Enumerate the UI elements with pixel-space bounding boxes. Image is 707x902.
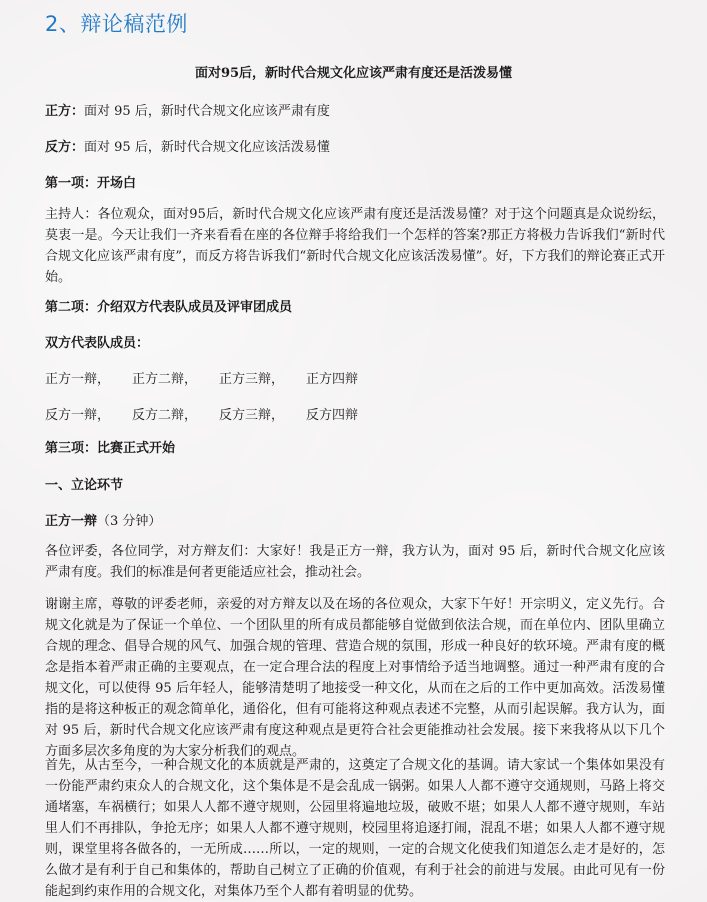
- con-member: 反方二辩，: [132, 408, 198, 423]
- definition-paragraph: 谢谢主席，尊敬的评委老师，亲爱的对方辩友以及在场的各位观众，大家下午好！开宗明义，定义先行。合规文化就是为了保证一个单位、一个团队里的所有成员都能够自觉做到依法合规，而在单位内、团队里确立合规的理念、倡导合规的风气、加强合规的管理、营造合规的氛围，形成一种良好的软环境。严肃有度的概念是指本着严肃正确的主要观点，在一定合理合法的程度上对事情给予适当地调整。通过一种严肃有度的合规文化，可以使得 95 后年轻人，能够清楚明了地接受一种文化，从而在之后的工作中更加高效。活泼易懂指的是将这种板正的观念简单化，通俗化，但有可能将这种观点表述不完整，从而引起误解。我方认为，面对 95 后，新时代合规文化应该严肃有度这种观点是更符合社会更能推动社会发展。接下来我将从以下几个方面多层次多角度的为大家分析我们的观点。: [45, 597, 665, 759]
- argument-paragraph: 首先，从古至今，一种合规文化的本质就是严肃的，这奠定了合规文化的基调。请大家试一个集体如果没有一份能严肃约束众人的合规文化，这个集体是不是会乱成一锅粥。如果人人都不遵守交通规则，马路上将交通堵塞，车祸横行；如果人人都不遵守规则，公园里将遍地垃圾，破败不堪；如果人人都不遵守规则，车站里人们不再排队，争抢无序；如果人人都不遵守规则，校园里将追逐打闹，混乱不堪；如果人人都不遵守规则，课堂里将各做各的，一无所成……所以，一定的规则，一定的合规文化使我们知道怎么走才是好的，怎么做才是有利于自己和集体的，帮助自己树立了正确的价值观，有利于社会的前进与发展。由此可见有一份能起到约束作用的合规文化，对集体乃至个人都有着明显的优势。: [45, 758, 665, 899]
- pro-member: 正方二辩，: [132, 372, 198, 387]
- speaker-name: 正方一辩: [45, 514, 98, 529]
- host-paragraph: 主持人：各位观众，面对95后，新时代合规文化应该严肃有度还是活泼易懂？对于这个问题真是众说纷纭，莫衷一是。今天让我们一齐来看看在座的各位辩手将给我们一个怎样的答案?那正方将极力告诉我们“新时代合规文化应该严肃有度”，而反方将告诉我们“新时代合规文化应该活泼易懂”。好，下方我们的辩论赛正式开始。: [45, 207, 665, 285]
- item-2-heading: 第二项：介绍双方代表队成员及评审团成员: [45, 300, 293, 315]
- con-text: 面对 95 后，新时代合规文化应该活泼易懂: [84, 140, 330, 155]
- con-position: [45, 136, 330, 155]
- pro-text: 面对 95 后，新时代合规文化应该严肃有度: [84, 104, 330, 119]
- speaker-heading: [45, 510, 161, 529]
- con-member: 反方三辩，: [219, 408, 285, 423]
- pro-member: 正方一辩，: [45, 372, 111, 387]
- teams-label: 双方代表队成员：: [45, 336, 150, 351]
- con-members: [45, 404, 380, 423]
- pro-member: 正方三辩，: [219, 372, 285, 387]
- item-1-heading: 第一项：开场白: [45, 176, 137, 191]
- con-label: 反方：: [45, 140, 85, 155]
- pro-members: [45, 368, 380, 387]
- opening-paragraph: 各位评委，各位同学，对方辩友们：大家好！我是正方一辩，我方认为，面对 95 后，新时代合规文化应该严肃有度。我们的标准是何者更能适应社会，推动社会。: [45, 544, 665, 580]
- item-3-heading: 第三项：比赛正式开始: [45, 441, 176, 456]
- section-heading: 2、辩论稿范例: [45, 12, 188, 36]
- speaker-time: （3 分钟）: [97, 514, 162, 529]
- pro-position: [45, 100, 330, 119]
- con-member: 反方一辩，: [45, 408, 111, 423]
- pro-label: 正方：: [45, 104, 85, 119]
- pro-member: 正方四辩: [306, 372, 359, 387]
- debate-title: 面对95后，新时代合规文化应该严肃有度还是活泼易懂: [194, 66, 513, 81]
- con-member: 反方四辩: [306, 408, 359, 423]
- section-1-heading: 一、立论环节: [45, 478, 124, 493]
